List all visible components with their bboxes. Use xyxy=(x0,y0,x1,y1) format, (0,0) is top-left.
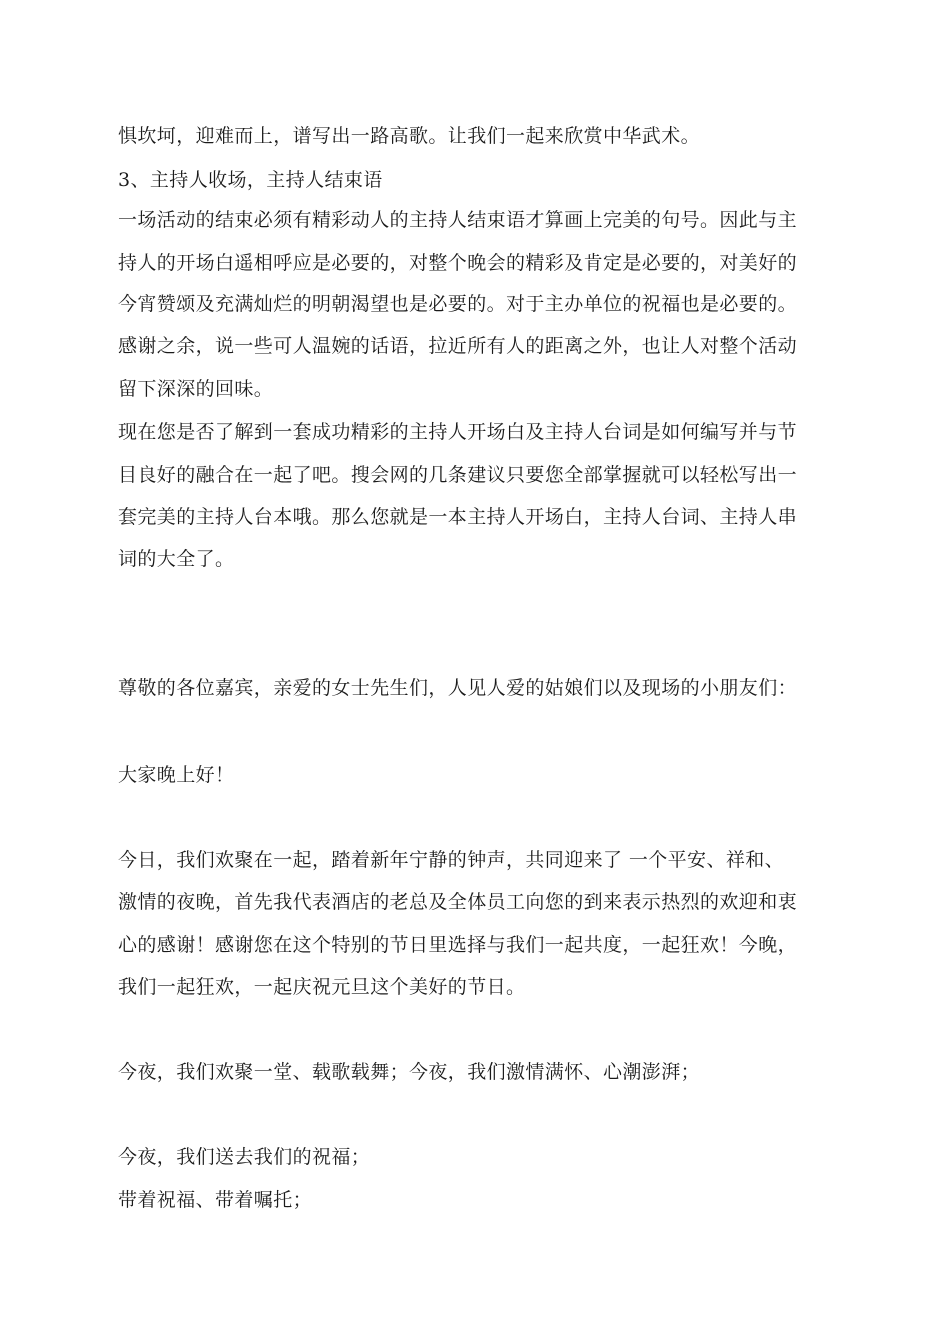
greeting-line: 大家晚上好！ xyxy=(118,764,235,786)
paragraph-line: 持人的开场白遥相呼应是必要的，对整个晚会的精彩及肯定是必要的，对美好的 xyxy=(118,252,798,274)
section-heading: 3、主持人收场，主持人结束语 xyxy=(118,169,383,191)
paragraph-line: 词的大全了。 xyxy=(118,548,235,570)
paragraph-line: 今宵赞颂及充满灿烂的明朝渴望也是必要的。对于主办单位的祝福也是必要的。 xyxy=(118,293,798,315)
paragraph-line: 激情的夜晚，首先我代表酒店的老总及全体员工向您的到来表示热烈的欢迎和衷 xyxy=(118,891,798,913)
paragraph-line: 目良好的融合在一起了吧。搜会网的几条建议只要您全部掌握就可以轻松写出一 xyxy=(118,464,798,486)
greeting-line: 尊敬的各位嘉宾，亲爱的女士先生们，人见人爱的姑娘们以及现场的小朋友们： xyxy=(118,677,798,699)
paragraph-line: 现在您是否了解到一套成功精彩的主持人开场白及主持人台词是如何编写并与节 xyxy=(118,421,798,443)
paragraph-line: 心的感谢！感谢您在这个特别的节日里选择与我们一起共度，一起狂欢！今晚， xyxy=(118,934,798,956)
paragraph-line: 套完美的主持人台本哦。那么您就是一本主持人开场白，主持人台词、主持人串 xyxy=(118,506,798,528)
paragraph-line: 一场活动的结束必须有精彩动人的主持人结束语才算画上完美的句号。因此与主 xyxy=(118,209,798,231)
paragraph-line: 今夜，我们欢聚一堂、载歌载舞；今夜，我们激情满怀、心潮澎湃； xyxy=(118,1061,701,1083)
paragraph-line: 我们一起狂欢，一起庆祝元旦这个美好的节日。 xyxy=(118,976,526,998)
paragraph-line: 留下深深的回味。 xyxy=(118,378,274,400)
paragraph-line: 带着祝福、带着嘱托； xyxy=(118,1189,313,1211)
paragraph-line: 惧坎坷，迎难而上，谱写出一路高歌。让我们一起来欣赏中华武术。 xyxy=(118,125,701,147)
paragraph-line: 今夜，我们送去我们的祝福； xyxy=(118,1146,371,1168)
paragraph-line: 感谢之余，说一些可人温婉的话语，拉近所有人的距离之外，也让人对整个活动 xyxy=(118,335,798,357)
paragraph-line: 今日，我们欢聚在一起，踏着新年宁静的钟声，共同迎来了 一个平安、祥和、 xyxy=(118,849,785,871)
